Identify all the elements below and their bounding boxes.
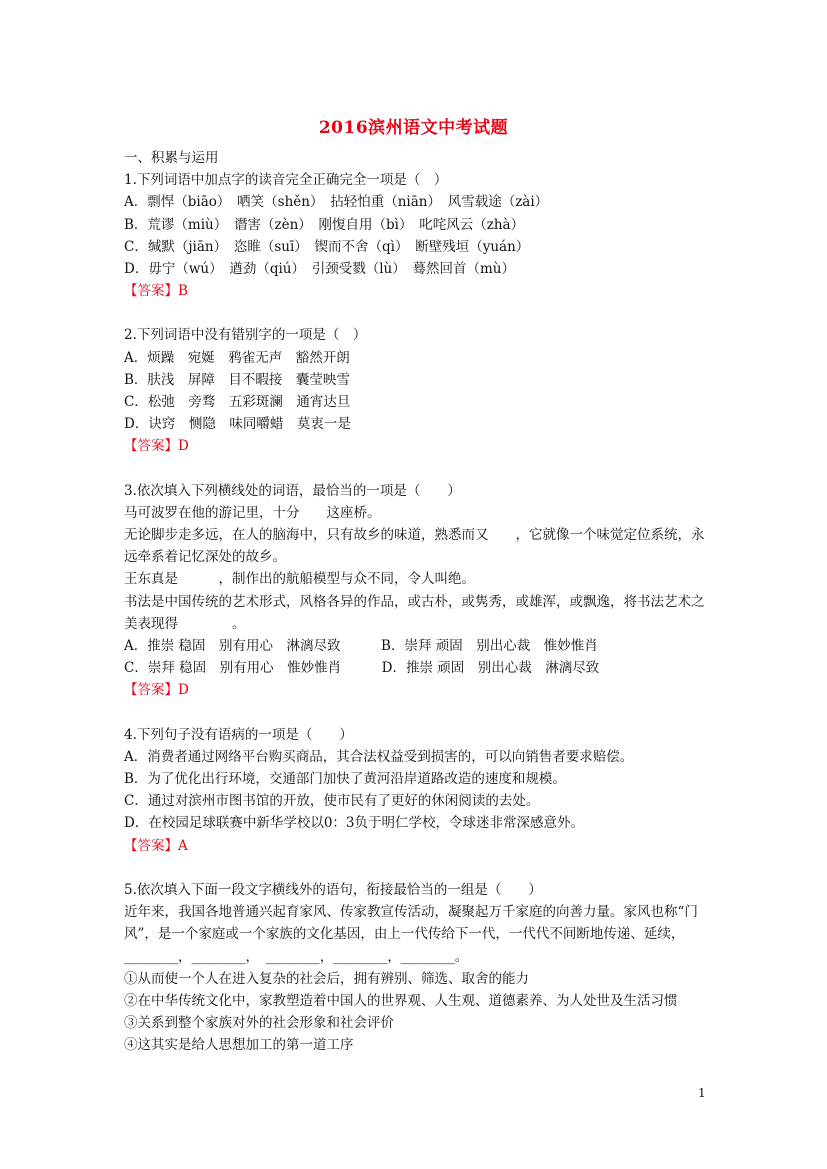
spacer [124,702,709,724]
question-3-stem: 3.依次填入下列横线处的词语，最恰当的一项是（ ） [124,482,461,499]
q3-options-ab: A．推崇 稳固 别有用心 淋漓尽致 B．崇拜 顽固 别出心裁 惟妙惟肖 [124,638,598,655]
q3-options-cd: C．崇拜 稳固 别有用心 惟妙惟肖 D．推崇 顽固 别出心裁 淋漓尽致 [124,660,600,677]
q1-option-d: D．毋宁（wú） 遒劲（qiú） 引颈受戮（lù） 蓦然回首（mù） [124,261,515,278]
spacer [124,458,709,480]
question-2-stem: 2.下列词语中没有错别字的一项是（ ） [124,327,367,344]
exam-content [124,147,709,1057]
q5-item-2: ②在中华传统文化中，家教塑造着中国人的世界观、人生观、道德素养、为人处世及生活习惯 [124,992,678,1009]
q2-option-c: C．松弛 旁骛 五彩斑澜 通宵达旦 [124,394,351,411]
q5-item-1: ①从而使一个人在进入复杂的社会后，拥有辨别、筛选、取舍的能力 [124,970,529,987]
question-4-stem: 4.下列句子没有语病的一项是（ ） [124,726,353,743]
q2-option-a: A．烦躁 宛娫 鸦雀无声 豁然开朗 [124,349,350,366]
q4-option-a: A．消费者通过网络平台购买商品，其合法权益受到损害的，可以向销售者要求赔偿。 [124,748,634,765]
page-number: 1 [698,1086,706,1100]
q1-option-c: C．缄默（jiān） 恣睢（suī） 锲而不舍（qì） 断壁残垣（yuán） [124,238,530,255]
q5-item-3: ③关系到整个家族对外的社会形象和社会评价 [124,1015,394,1032]
q4-option-d: D．在校园足球联赛中新华学校以0：3负于明仁学校，令球迷非常深感意外。 [124,815,585,832]
section-heading: 一、积累与运用 [124,150,219,166]
q1-option-a: A．剽悍（biāo） 哂笑（shěn） 拈轻怕重（niān） 风雪载途（zài） [124,194,549,211]
question-1-stem: 1.下列词语中加点字的读音完全正确完全一项是（ ） [124,172,448,189]
question-5-stem: 5.依次填入下面一段文字横线外的语句，衔接最恰当的一组是（ ） [124,881,542,898]
q3-answer: 【答案】D [124,682,189,699]
q3-line-2: 无论脚步走多远，在人的脑海中，只有故乡的味道，熟悉而又 ，它就像一个味觉定位系统，永远牵系着记忆深处的故乡。 [124,527,705,566]
q1-option-b: B．荒谬（miù） 谮害（zèn） 刚愎自用（bì） 叱咤风云（zhà） [124,216,525,233]
spacer [124,857,709,879]
q5-passage: 近年来，我国各地普通兴起育家风、传家教宣传活动，凝聚起万千家庭的向善力量。家风也称“门风”，是一个家庭或一个家族的文化基因，由上一代传给下一代，一代代不间断地传递、延续，________，________， ________，________，________。 [124,904,698,965]
page-title: 2016滨州语文中考试题 [318,118,509,138]
q4-answer: 【答案】A [124,837,188,854]
q5-item-4: ④这其实是给人思想加工的第一道工序 [124,1037,354,1054]
q2-answer: 【答案】D [124,438,189,455]
q3-line-1: 马可波罗在他的游记里，十分 这座桥。 [124,504,381,521]
q4-option-b: B．为了优化出行环境，交通部门加快了黄河沿岸道路改造的速度和规模。 [124,771,566,788]
q1-answer: 【答案】B [124,283,188,300]
q2-option-d: D．诀窍 恻隐 味同嚼蜡 莫衷一是 [124,416,351,433]
q3-line-3: 王东真是 ，制作出的航船模型与众不同，令人叫绝。 [124,571,475,588]
q4-option-c: C．通过对滨州市图书馆的开放，使市民有了更好的休闲阅读的去处。 [124,793,540,810]
q3-line-4: 书法是中国传统的艺术形式，风格各异的作品，或古朴，或隽秀，或雄浑，或飘逸，将书法艺术之美表现得 。 [124,593,705,632]
q2-option-b: B．肤浅 屏障 目不暇接 囊莹映雪 [124,371,350,388]
spacer [124,302,709,324]
